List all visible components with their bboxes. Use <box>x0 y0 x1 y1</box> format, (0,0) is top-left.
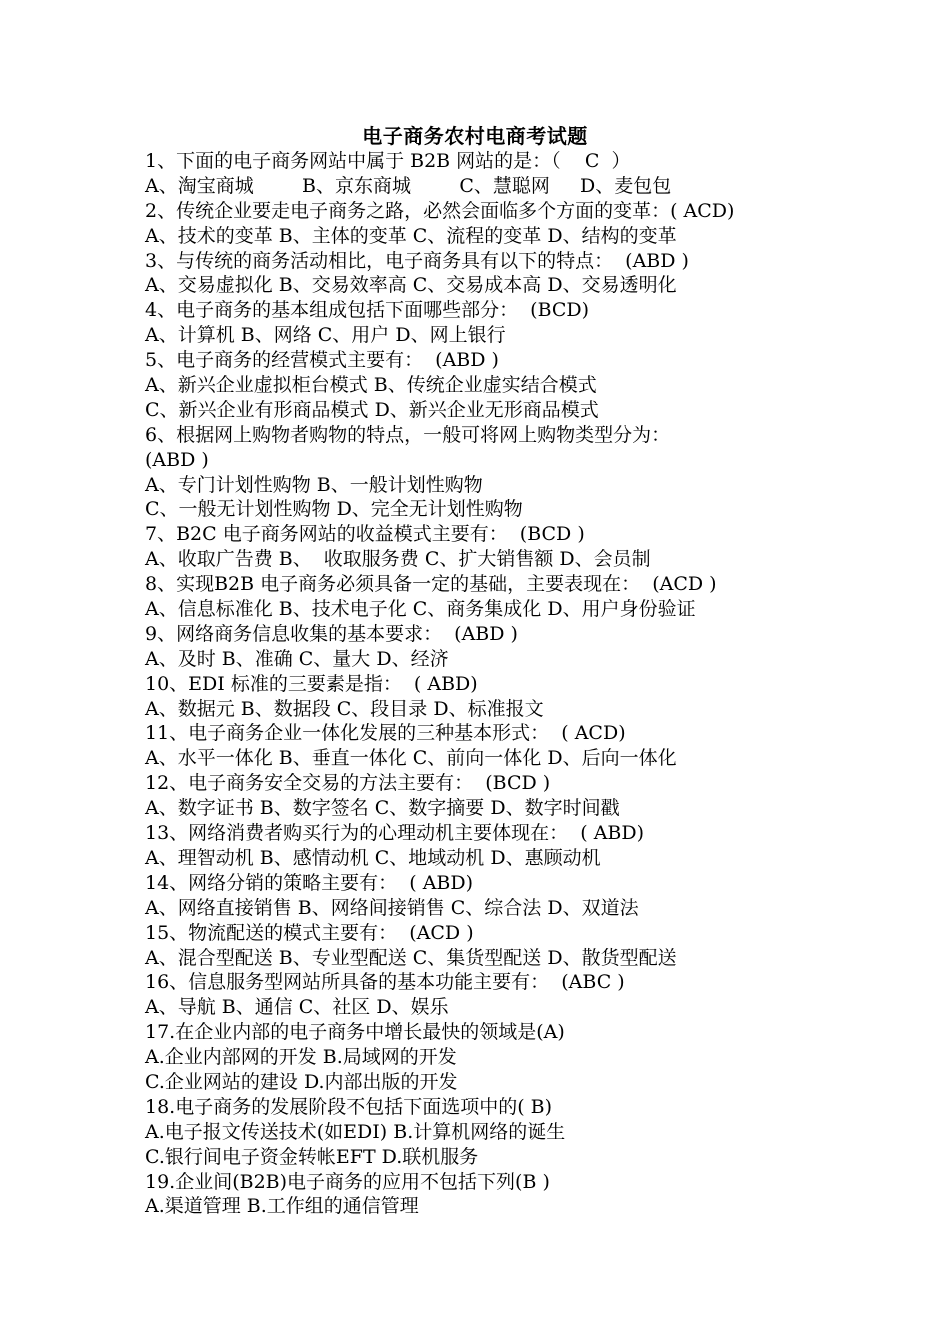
text-line: A.电子报文传送技术(如EDI) B.计算机网络的诞生 <box>145 1120 566 1143</box>
document-title: 电子商务农村电商考试题 <box>362 124 588 148</box>
text-line: C、一般无计划性购物 D、完全无计划性购物 <box>145 498 523 521</box>
text-line: 3、与传统的商务活动相比，电子商务具有以下的特点： (ABD ) <box>145 249 689 272</box>
text-line: A、理智动机 B、感情动机 C、地域动机 D、惠顾动机 <box>145 846 601 869</box>
text-line: A、数据元 B、数据段 C、段目录 D、标准报文 <box>145 697 544 720</box>
text-line: A、水平一体化 B、垂直一体化 C、前向一体化 D、后向一体化 <box>145 747 677 770</box>
text-line: 13、网络消费者购买行为的心理动机主要体现在： ( ABD) <box>145 822 645 845</box>
text-line: A、新兴企业虚拟柜台模式 B、传统企业虚实结合模式 <box>145 374 597 397</box>
text-line: A、网络直接销售 B、网络间接销售 C、综合法 D、双道法 <box>145 896 639 919</box>
text-line: A、信息标准化 B、技术电子化 C、商务集成化 D、用户身份验证 <box>145 598 696 621</box>
text-line: A.渠道管理 B.工作组的通信管理 <box>145 1195 419 1218</box>
text-line: A、交易虚拟化 B、交易效率高 C、交易成本高 D、交易透明化 <box>145 274 677 297</box>
text-line: A、数字证书 B、数字签名 C、数字摘要 D、数字时间戳 <box>145 797 620 820</box>
text-line: A、淘宝商城 B、京东商城 C、慧聪网 D、麦包包 <box>145 174 672 197</box>
text-line: A、计算机 B、网络 C、用户 D、网上银行 <box>145 324 506 347</box>
text-line: 16、信息服务型网站所具备的基本功能主要有： (ABC ) <box>145 971 625 994</box>
text-line: A、收取广告费 B、 收取服务费 C、扩大销售额 D、会员制 <box>145 548 651 571</box>
text-line: A.企业内部网的开发 B.局域网的开发 <box>145 1046 457 1069</box>
text-line: 1、下面的电子商务网站中属于 B2B 网站的是：（ C ） <box>145 150 631 172</box>
text-line: A、导航 B、通信 C、社区 D、娱乐 <box>145 996 449 1019</box>
text-line: 8、实现B2B 电子商务必须具备一定的基础，主要表现在： (ACD ) <box>145 573 717 596</box>
text-line: 7、B2C 电子商务网站的收益模式主要有： (BCD ) <box>145 523 585 546</box>
text-line: A、及时 B、准确 C、量大 D、经济 <box>145 647 449 670</box>
text-line: A、混合型配送 B、专业型配送 C、集货型配送 D、散货型配送 <box>145 946 677 969</box>
text-line: C.企业网站的建设 D.内部出版的开发 <box>145 1070 458 1093</box>
text-line: 9、网络商务信息收集的基本要求： (ABD ) <box>145 622 518 645</box>
text-line: A、专门计划性购物 B、一般计划性购物 <box>145 473 483 496</box>
text-line: 10、EDI 标准的三要素是指： ( ABD) <box>145 672 478 695</box>
text-line: 19.企业间(B2B)电子商务的应用不包括下列(B ) <box>145 1170 550 1193</box>
text-line: C.银行间电子资金转帐EFT D.联机服务 <box>145 1145 479 1168</box>
text-line: 11、电子商务企业一体化发展的三种基本形式： ( ACD) <box>145 722 626 745</box>
text-line: 6、根据网上购物者购物的特点，一般可将网上购物类型分为： <box>145 423 671 446</box>
text-line: 2、传统企业要走电子商务之路，必然会面临多个方面的变革：( ACD) <box>145 199 735 222</box>
text-line: 12、电子商务安全交易的方法主要有： (BCD ) <box>145 772 551 795</box>
text-line: A、技术的变革 B、主体的变革 C、流程的变革 D、结构的变革 <box>145 224 677 247</box>
text-line: 4、电子商务的基本组成包括下面哪些部分： (BCD) <box>145 299 590 322</box>
question-list <box>145 149 845 1219</box>
text-line: (ABD ) <box>145 448 209 471</box>
text-line: C、新兴企业有形商品模式 D、新兴企业无形商品模式 <box>145 398 599 421</box>
text-line: 18.电子商务的发展阶段不包括下面选项中的( B) <box>145 1095 553 1118</box>
text-line: 15、物流配送的模式主要有： (ACD ) <box>145 921 474 944</box>
text-line: 17.在企业内部的电子商务中增长最快的领域是(A) <box>145 1021 565 1044</box>
text-line: 5、电子商务的经营模式主要有： (ABD ) <box>145 349 499 372</box>
text-line: 14、网络分销的策略主要有： ( ABD) <box>145 871 474 894</box>
